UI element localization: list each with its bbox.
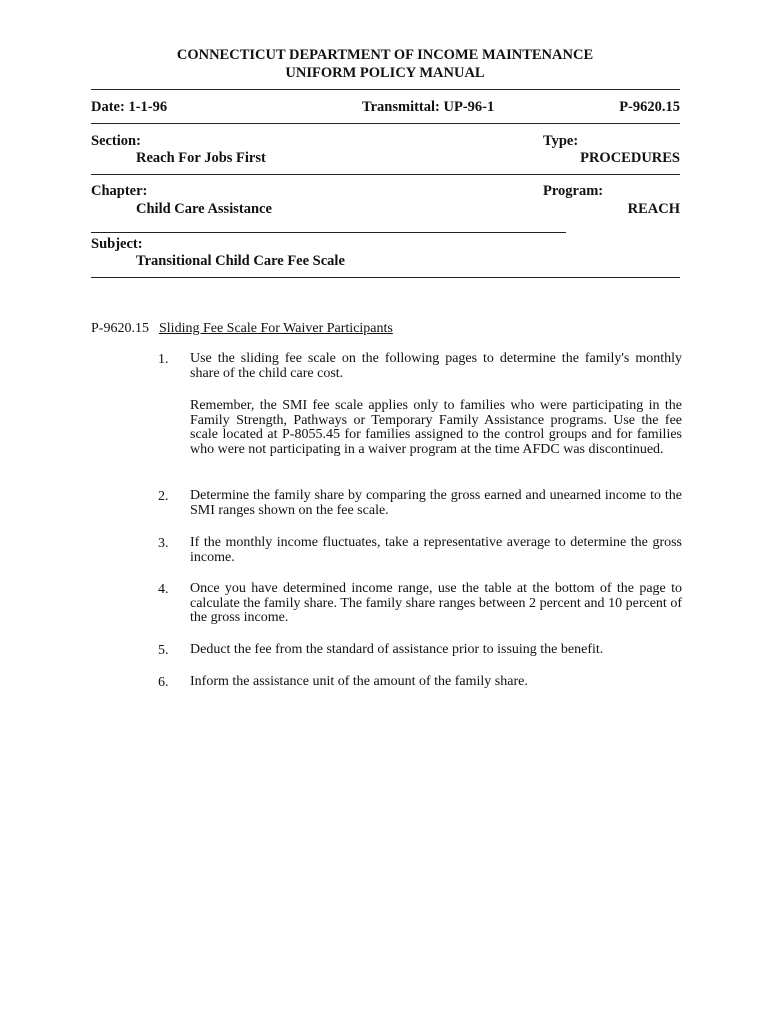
manual-title: UNIFORM POLICY MANUAL	[285, 65, 485, 81]
section-label: Section:	[91, 133, 141, 149]
transmittal-label: Transmittal: UP-96-1	[362, 99, 495, 115]
subject-rule	[91, 277, 680, 278]
item-number: 3.	[158, 536, 169, 551]
body-heading-number: P-9620.15	[91, 321, 149, 336]
item-number: 6.	[158, 675, 169, 690]
type-label: Type:	[543, 133, 579, 149]
item-text: Use the sliding fee scale on the following pages to determine the family's monthly share of the child care cost.	[190, 351, 682, 381]
item-number: 5.	[158, 643, 169, 658]
meta-rule	[91, 123, 680, 124]
chapter-rule	[91, 232, 566, 233]
subject-value: Transitional Child Care Fee Scale	[136, 253, 345, 269]
item-note: Remember, the SMI fee scale applies only to families who were participating in the Family Strength, Pathways or Temporary Family Assistance programs. Use the fee scale located at P-8055.45 for families assigned to the control groups and for families who were not participating in a waiver program at the time AFDC was discontinued.	[190, 398, 682, 457]
program-value: REACH	[627, 201, 680, 217]
date-label: Date: 1-1-96	[91, 99, 168, 115]
item-text: Deduct the fee from the standard of assistance prior to issuing the benefit.	[190, 642, 604, 657]
subject-label: Subject:	[91, 236, 143, 252]
section-rule	[91, 174, 680, 175]
body-heading-title: Sliding Fee Scale For Waiver Participants	[159, 321, 393, 336]
chapter-value: Child Care Assistance	[136, 201, 272, 217]
item-number: 1.	[158, 352, 169, 367]
item-text: Once you have determined income range, use the table at the bottom of the page to calculate the family share. The family share ranges between 2 percent and 10 percent of the gross income.	[190, 581, 682, 626]
item-number: 2.	[158, 489, 169, 504]
item-number: 4.	[158, 582, 169, 597]
department-title: CONNECTICUT DEPARTMENT OF INCOME MAINTENANCE	[176, 47, 594, 63]
chapter-label: Chapter:	[91, 183, 148, 199]
policy-number: P-9620.15	[619, 99, 680, 115]
item-text: Inform the assistance unit of the amount of the family share.	[190, 674, 528, 689]
program-label: Program:	[543, 183, 604, 199]
section-value: Reach For Jobs First	[136, 150, 266, 166]
type-value: PROCEDURES	[580, 150, 680, 166]
header-rule	[91, 89, 680, 90]
item-text: Determine the family share by comparing the gross earned and unearned income to the SMI ranges shown on the fee scale.	[190, 488, 682, 518]
item-text: If the monthly income fluctuates, take a representative average to determine the gross income.	[190, 535, 682, 565]
